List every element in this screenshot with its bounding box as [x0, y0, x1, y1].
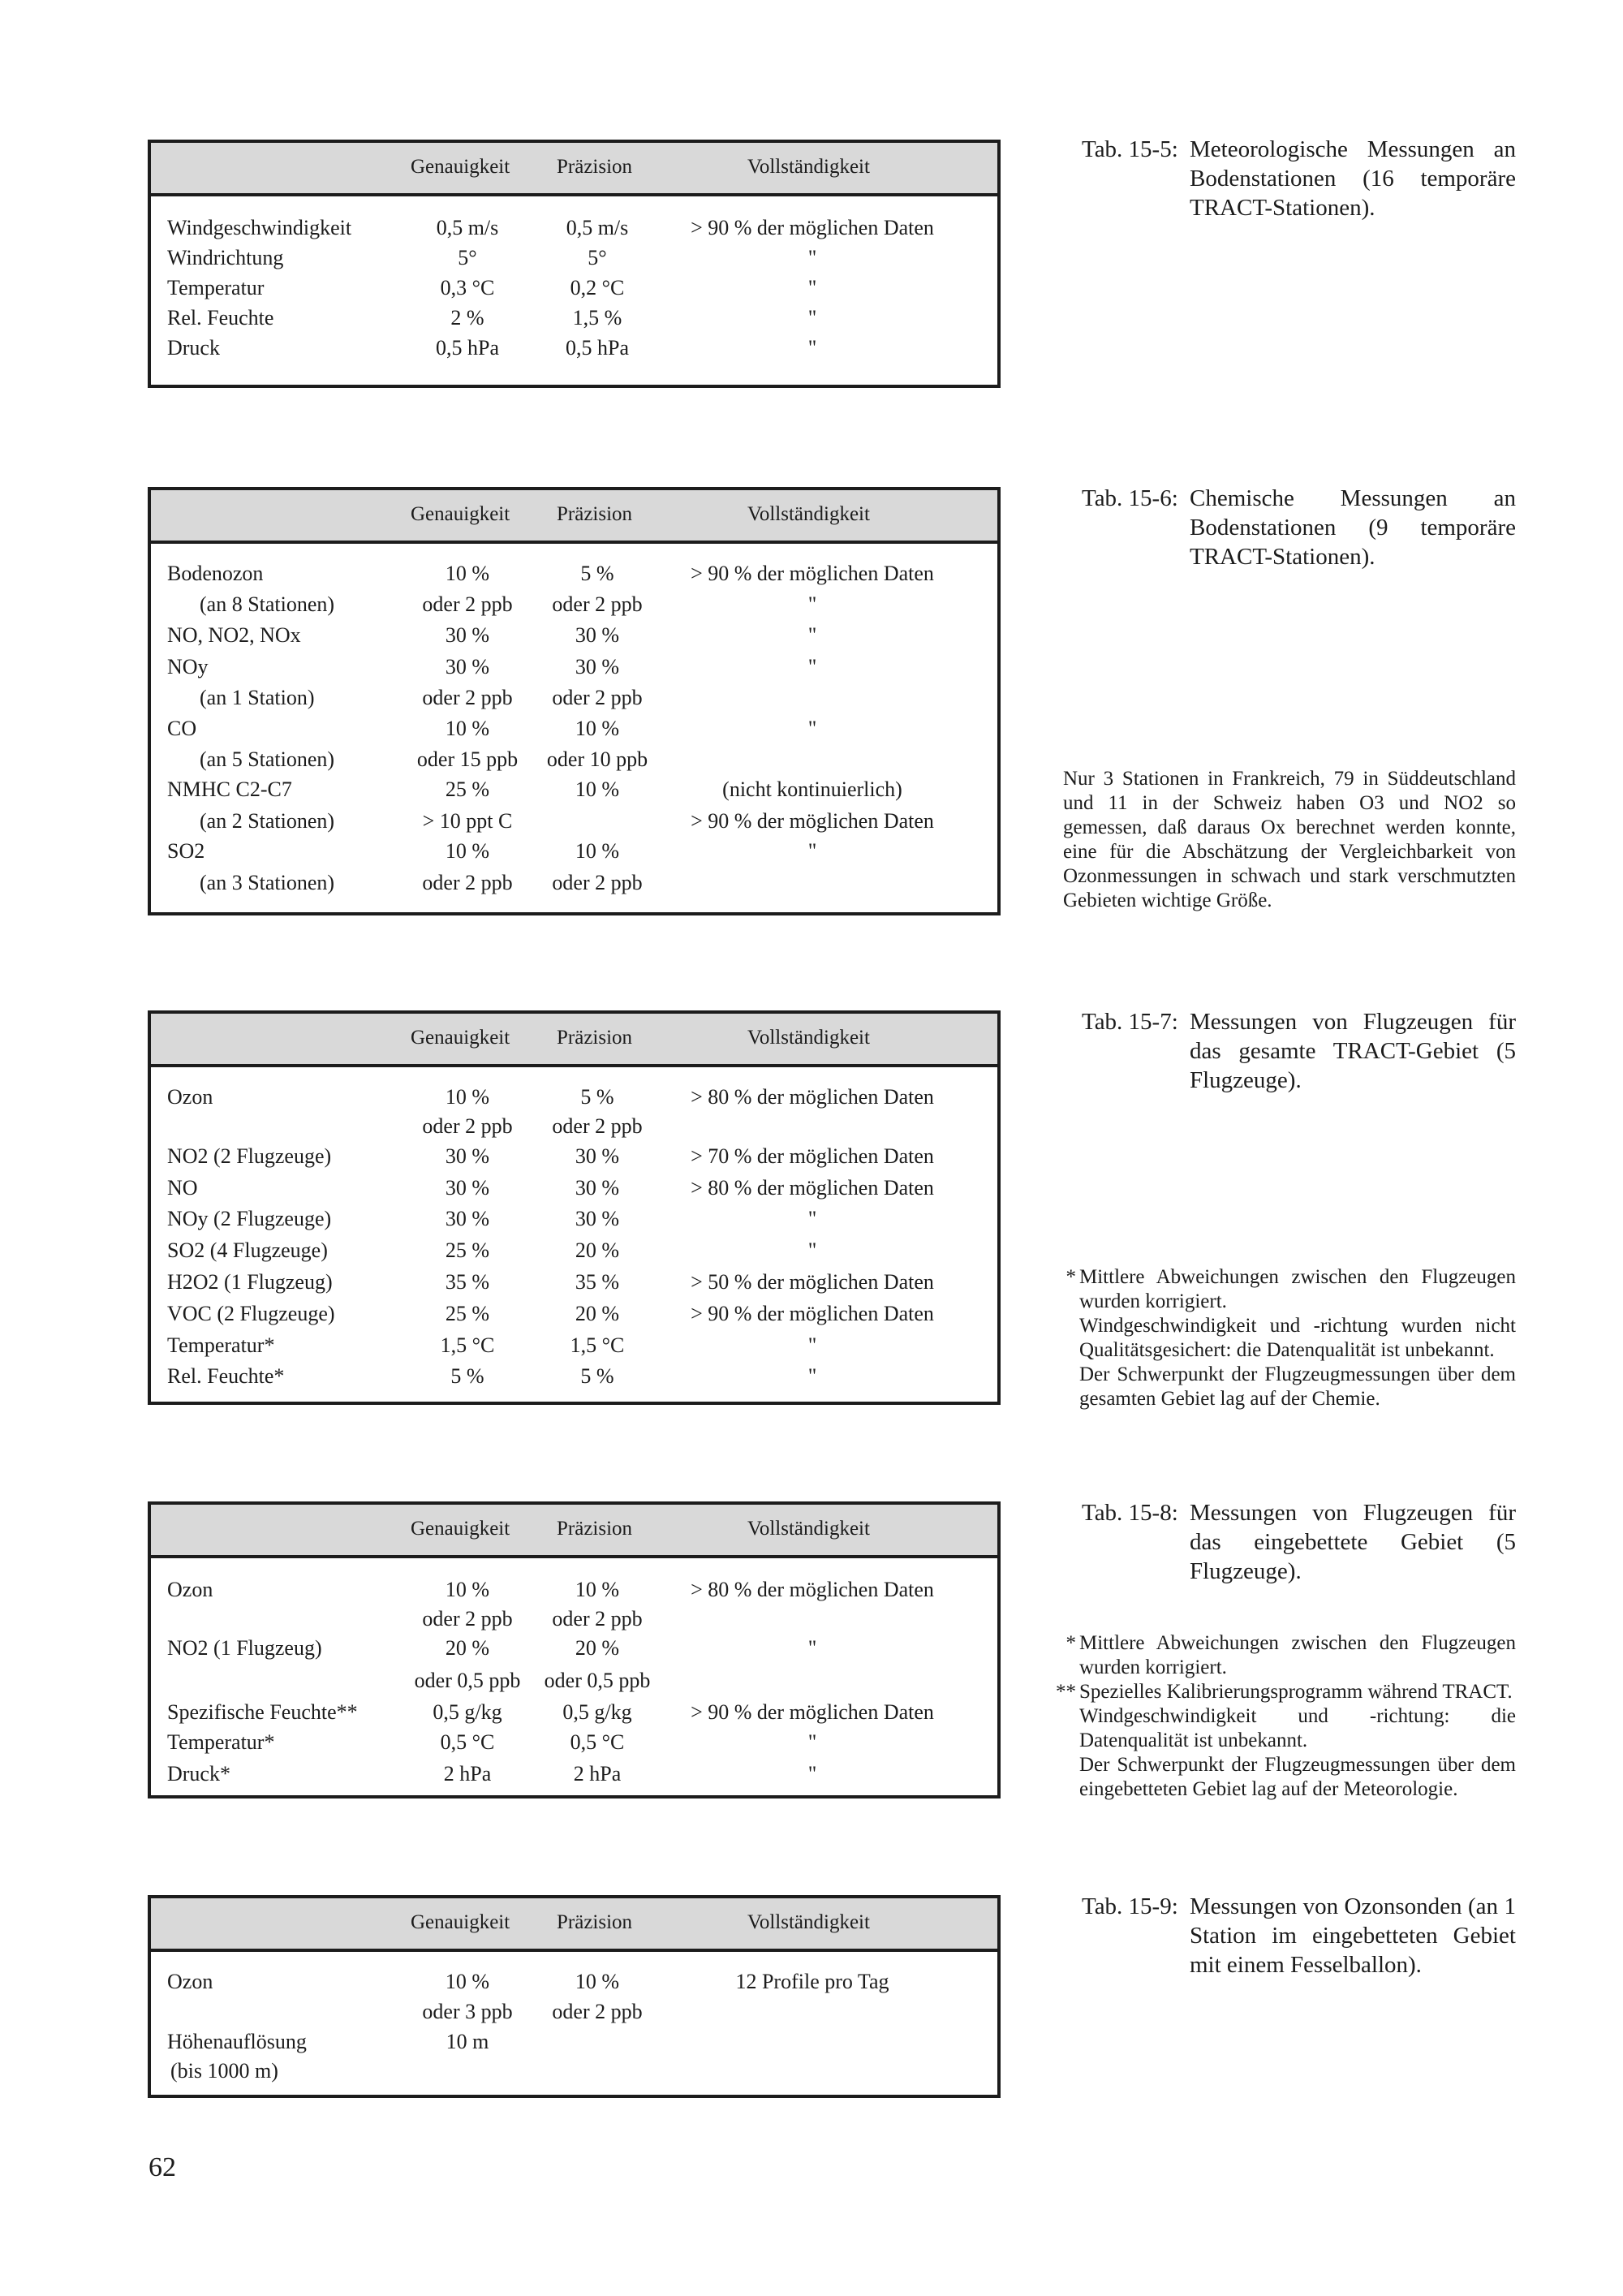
row-label: Temperatur*	[167, 1333, 275, 1357]
row-accuracy: 10 %	[445, 839, 490, 863]
header-genauigkeit: Genauigkeit	[411, 1911, 510, 1933]
row-precision: oder 10 ppb	[546, 747, 648, 771]
row-precision: 1,5 %	[572, 306, 622, 330]
row-label: (an 5 Stationen)	[200, 747, 335, 771]
table-header	[151, 1014, 997, 1067]
row-precision: oder 2 ppb	[552, 871, 643, 894]
table-row	[151, 776, 997, 805]
row-label: NOy (2 Flugzeuge)	[167, 1207, 332, 1230]
row-accuracy: 25 %	[445, 1238, 490, 1262]
header-vollstaendigkeit: Vollständigkeit	[747, 503, 870, 525]
table-row	[151, 244, 997, 274]
row-accuracy: oder 15 ppb	[416, 747, 519, 771]
row-label: (bis 1000 m)	[170, 2059, 278, 2083]
footnote-text: Windgeschwindigkeit und -richtung: die Datenqualität ist unbekannt.	[1079, 1705, 1516, 1751]
row-label: Rel. Feuchte	[167, 306, 274, 330]
row-completeness: "	[807, 1333, 817, 1357]
table-row	[151, 560, 997, 589]
row-precision: 30 %	[575, 655, 620, 678]
table-row	[151, 1237, 997, 1266]
row-completeness: "	[807, 336, 817, 360]
row-precision: 5 %	[580, 562, 614, 585]
table-row	[151, 1332, 997, 1361]
table-row	[151, 1083, 997, 1113]
row-precision: 35 %	[575, 1270, 620, 1294]
header-praezision: Präzision	[557, 1911, 633, 1933]
row-accuracy: oder 2 ppb	[422, 1607, 513, 1630]
row-accuracy: > 10 ppt C	[422, 809, 513, 833]
row-precision: 10 %	[575, 717, 620, 740]
row-precision: oder 2 ppb	[552, 686, 643, 709]
row-completeness: "	[807, 1762, 817, 1786]
row-precision: 10 %	[575, 778, 620, 801]
row-accuracy: 0,3 °C	[440, 276, 495, 299]
row-completeness: (nicht kontinuierlich)	[722, 778, 902, 801]
row-label: Windrichtung	[167, 246, 284, 269]
row-completeness: > 90 % der möglichen Daten	[691, 809, 934, 833]
header-genauigkeit: Genauigkeit	[411, 156, 510, 178]
header-praezision: Präzision	[557, 1518, 633, 1540]
row-precision: oder 2 ppb	[552, 2000, 643, 2023]
row-accuracy: oder 2 ppb	[422, 686, 513, 709]
row-label: Bodenozon	[167, 562, 264, 585]
table-header	[151, 1505, 997, 1558]
row-label: Temperatur*	[167, 1730, 275, 1754]
row-label: Ozon	[167, 1970, 213, 1993]
row-completeness: > 80 % der möglichen Daten	[691, 1578, 934, 1601]
row-accuracy: oder 3 ppb	[422, 2000, 513, 2023]
table-row	[151, 1363, 997, 1392]
row-accuracy: oder 2 ppb	[422, 592, 513, 616]
row-precision: 0,5 m/s	[566, 216, 629, 239]
row-label: Höhenauflösung	[167, 2030, 307, 2053]
row-completeness: "	[807, 592, 817, 616]
row-completeness: > 80 % der möglichen Daten	[691, 1176, 934, 1200]
row-label: H2O2 (1 Flugzeug)	[167, 1270, 333, 1294]
row-accuracy: 10 %	[445, 1085, 490, 1109]
footnote-text: Mittlere Abweichungen zwischen den Flugzeugen wurden korrigiert.	[1079, 1632, 1516, 1678]
row-label: NMHC C2-C7	[167, 778, 292, 801]
header-praezision: Präzision	[557, 1027, 633, 1049]
table-15-8	[148, 1501, 1001, 1798]
header-genauigkeit: Genauigkeit	[411, 503, 510, 525]
row-label: SO2 (4 Flugzeuge)	[167, 1238, 328, 1262]
header-vollstaendigkeit: Vollständigkeit	[747, 1911, 870, 1933]
footnote-mark: *	[1065, 1266, 1076, 1288]
row-accuracy: oder 2 ppb	[422, 1114, 513, 1138]
caption-text: Meteorologische Messungen an Bodenstationen (16 temporäre TRACT-Stationen).	[1190, 136, 1516, 221]
caption-label: Tab. 15-9:	[1082, 1893, 1178, 1919]
row-precision: oder 2 ppb	[552, 1607, 643, 1630]
row-precision: 5°	[588, 246, 607, 269]
table-header	[151, 143, 997, 196]
footnote-mark: *	[1065, 1632, 1076, 1654]
footnote-mark: **	[1056, 1681, 1076, 1703]
row-precision: 30 %	[575, 1144, 620, 1168]
row-completeness: "	[807, 655, 817, 678]
table-row	[151, 1760, 997, 1790]
row-label: Ozon	[167, 1578, 213, 1601]
caption-label: Tab. 15-8:	[1082, 1500, 1178, 1526]
row-accuracy: 0,5 g/kg	[433, 1700, 502, 1724]
row-completeness: "	[807, 1207, 817, 1230]
row-accuracy: 5 %	[450, 1364, 484, 1388]
row-precision: 20 %	[575, 1238, 620, 1262]
row-accuracy: oder 0,5 ppb	[414, 1669, 521, 1692]
table-row	[151, 1968, 997, 1997]
row-precision: 10 %	[575, 839, 620, 863]
row-label: NO, NO2, NOx	[167, 623, 301, 647]
row-accuracy: oder 2 ppb	[422, 871, 513, 894]
footnote-text: Spezielles Kalibrierungsprogramm während TRACT.	[1079, 1681, 1513, 1703]
row-label: Temperatur	[167, 276, 265, 299]
table-row	[151, 869, 997, 898]
row-precision: 0,2 °C	[570, 276, 625, 299]
table-row	[151, 1605, 997, 1635]
row-accuracy: 35 %	[445, 1270, 490, 1294]
row-accuracy: 10 m	[446, 2030, 489, 2053]
table-row	[151, 622, 997, 651]
table-row	[151, 653, 997, 683]
row-completeness: > 80 % der möglichen Daten	[691, 1085, 934, 1109]
table-row	[151, 746, 997, 775]
table-row	[151, 1576, 997, 1605]
table-row	[151, 1998, 997, 2027]
row-accuracy: 10 %	[445, 1970, 490, 1993]
row-completeness: "	[807, 717, 817, 740]
row-accuracy: 0,5 °C	[440, 1730, 495, 1754]
row-precision: 30 %	[575, 1207, 620, 1230]
row-completeness: 12 Profile pro Tag	[735, 1970, 889, 1993]
row-completeness: "	[807, 839, 817, 863]
table-header	[151, 490, 997, 544]
caption-label: Tab. 15-5:	[1082, 136, 1178, 162]
row-accuracy: 5°	[458, 246, 477, 269]
row-accuracy: 30 %	[445, 623, 490, 647]
footnote-text: Der Schwerpunkt der Flugzeugmessungen über dem eingebetteten Gebiet lag auf der Meteorologie.	[1079, 1754, 1516, 1800]
row-completeness: "	[807, 1238, 817, 1262]
row-completeness: > 90 % der möglichen Daten	[691, 1700, 934, 1724]
row-label: Windgeschwindigkeit	[167, 216, 352, 239]
row-accuracy: 2 hPa	[443, 1762, 492, 1786]
row-completeness: > 90 % der möglichen Daten	[691, 562, 934, 585]
row-precision: 30 %	[575, 623, 620, 647]
row-accuracy: 10 %	[445, 562, 490, 585]
row-accuracy: 10 %	[445, 1578, 490, 1601]
table-row	[151, 2028, 997, 2057]
row-precision: 0,5 °C	[570, 1730, 625, 1754]
row-label: SO2	[167, 839, 205, 863]
row-precision: 5 %	[580, 1364, 614, 1388]
row-precision: oder 2 ppb	[552, 592, 643, 616]
row-label: (an 2 Stationen)	[200, 809, 335, 833]
table-15-7	[148, 1010, 1001, 1405]
row-completeness: "	[807, 1730, 817, 1754]
footnotes-15-7	[1055, 1265, 1516, 1411]
table-15-6	[148, 487, 1001, 915]
table-row	[151, 684, 997, 713]
row-completeness: > 90 % der möglichen Daten	[691, 1302, 934, 1325]
row-label: Rel. Feuchte*	[167, 1364, 285, 1388]
row-label: Druck	[167, 336, 220, 360]
table-row	[151, 1269, 997, 1298]
row-accuracy: 2 %	[450, 306, 484, 330]
row-precision: 0,5 hPa	[566, 336, 629, 360]
header-praezision: Präzision	[557, 156, 633, 178]
footnote-text: Windgeschwindigkeit und -richtung wurden nicht Qualitätsgesichert: die Datenqualität ist unbekannt.	[1079, 1315, 1516, 1361]
table-15-9	[148, 1895, 1001, 2098]
caption-label: Tab. 15-7:	[1082, 1009, 1178, 1035]
table-row	[151, 304, 997, 334]
row-completeness: > 50 % der möglichen Daten	[691, 1270, 934, 1294]
caption-text: Messungen von Flugzeugen für das gesamte TRACT-Gebiet (5 Flugzeuge).	[1190, 1009, 1516, 1093]
row-label: NO2 (1 Flugzeug)	[167, 1636, 322, 1660]
table-row	[151, 334, 997, 364]
row-precision: 10 %	[575, 1970, 620, 1993]
row-precision: oder 0,5 ppb	[544, 1669, 651, 1692]
row-accuracy: 0,5 m/s	[436, 216, 499, 239]
row-accuracy: 30 %	[445, 1144, 490, 1168]
row-precision: 30 %	[575, 1176, 620, 1200]
table-header	[151, 1898, 997, 1952]
table-row	[151, 1113, 997, 1142]
row-label: NO2 (2 Flugzeuge)	[167, 1144, 332, 1168]
header-genauigkeit: Genauigkeit	[411, 1027, 510, 1049]
page-number: 62	[149, 2152, 176, 2182]
footnote-text: Mittlere Abweichungen zwischen den Flugzeugen wurden korrigiert.	[1079, 1266, 1516, 1312]
row-label: (an 8 Stationen)	[200, 592, 335, 616]
row-precision: 1,5 °C	[570, 1333, 625, 1357]
header-vollstaendigkeit: Vollständigkeit	[747, 156, 870, 178]
footnote-text: Der Schwerpunkt der Flugzeugmessungen über dem gesamten Gebiet lag auf der Chemie.	[1079, 1363, 1516, 1410]
row-label: Ozon	[167, 1085, 213, 1109]
row-accuracy: 20 %	[445, 1636, 490, 1660]
caption-text: Messungen von Ozonsonden (an 1 Station im eingebetteten Gebiet mit einem Fesselballon).	[1190, 1893, 1516, 1978]
row-completeness: "	[807, 1364, 817, 1388]
row-precision: 0,5 g/kg	[562, 1700, 632, 1724]
table-row	[151, 838, 997, 867]
header-genauigkeit: Genauigkeit	[411, 1518, 510, 1540]
table-row	[151, 1174, 997, 1204]
table-row	[151, 1205, 997, 1234]
table-row	[151, 1143, 997, 1172]
row-label: (an 3 Stationen)	[200, 871, 335, 894]
row-accuracy: 25 %	[445, 1302, 490, 1325]
header-vollstaendigkeit: Vollständigkeit	[747, 1518, 870, 1540]
row-accuracy: 25 %	[445, 778, 490, 801]
footnotes-15-8	[1055, 1631, 1516, 1802]
row-label: (an 1 Station)	[200, 686, 315, 709]
row-accuracy: 10 %	[445, 717, 490, 740]
row-completeness: "	[807, 276, 817, 299]
row-accuracy: 30 %	[445, 1176, 490, 1200]
table-row	[151, 591, 997, 620]
table-row	[151, 1699, 997, 1728]
row-accuracy: 0,5 hPa	[436, 336, 499, 360]
row-label: Druck*	[167, 1762, 230, 1786]
table-row	[151, 808, 997, 837]
row-completeness: "	[807, 246, 817, 269]
row-accuracy: 30 %	[445, 655, 490, 678]
table-15-5	[148, 140, 1001, 388]
row-accuracy: 1,5 °C	[440, 1333, 495, 1357]
row-label: CO	[167, 717, 197, 740]
table-row	[151, 274, 997, 304]
row-precision: 20 %	[575, 1302, 620, 1325]
row-precision: 5 %	[580, 1085, 614, 1109]
row-label: NO	[167, 1176, 198, 1200]
row-label: NOy	[167, 655, 209, 678]
caption-text: Messungen von Flugzeugen für das eingebettete Gebiet (5 Flugzeuge).	[1190, 1500, 1516, 1584]
table-row	[151, 1667, 997, 1696]
caption-label: Tab. 15-6:	[1082, 485, 1178, 511]
row-label: Spezifische Feuchte**	[167, 1700, 358, 1724]
header-praezision: Präzision	[557, 503, 633, 525]
caption-text: Chemische Messungen an Bodenstationen (9 temporäre TRACT-Stationen).	[1190, 485, 1516, 570]
row-completeness: > 90 % der möglichen Daten	[691, 216, 934, 239]
table-row	[151, 715, 997, 744]
row-label: VOC (2 Flugzeuge)	[167, 1302, 335, 1325]
row-precision: oder 2 ppb	[552, 1114, 643, 1138]
row-accuracy: 30 %	[445, 1207, 490, 1230]
table-row	[151, 2057, 997, 2087]
row-precision: 20 %	[575, 1636, 620, 1660]
row-completeness: > 70 % der möglichen Daten	[691, 1144, 934, 1168]
table-row	[151, 1300, 997, 1329]
row-precision: 10 %	[575, 1578, 620, 1601]
note-15-6: Nur 3 Stationen in Frankreich, 79 in Süddeutschland und 11 in der Schweiz haben O3 und NO2 so gemessen, daß daraus Ox berechnet werden konnte, eine für die Abschätzung der Vergleichbarkeit von Ozonmessungen in schwach und stark verschmutzten Gebieten wichtige Größe.	[1063, 768, 1516, 911]
header-vollstaendigkeit: Vollständigkeit	[747, 1027, 870, 1049]
table-row	[151, 1729, 997, 1758]
row-completeness: "	[807, 306, 817, 330]
table-row	[151, 214, 997, 243]
row-completeness: "	[807, 1636, 817, 1660]
row-completeness: "	[807, 623, 817, 647]
row-precision: 2 hPa	[573, 1762, 622, 1786]
table-row	[151, 1635, 997, 1664]
